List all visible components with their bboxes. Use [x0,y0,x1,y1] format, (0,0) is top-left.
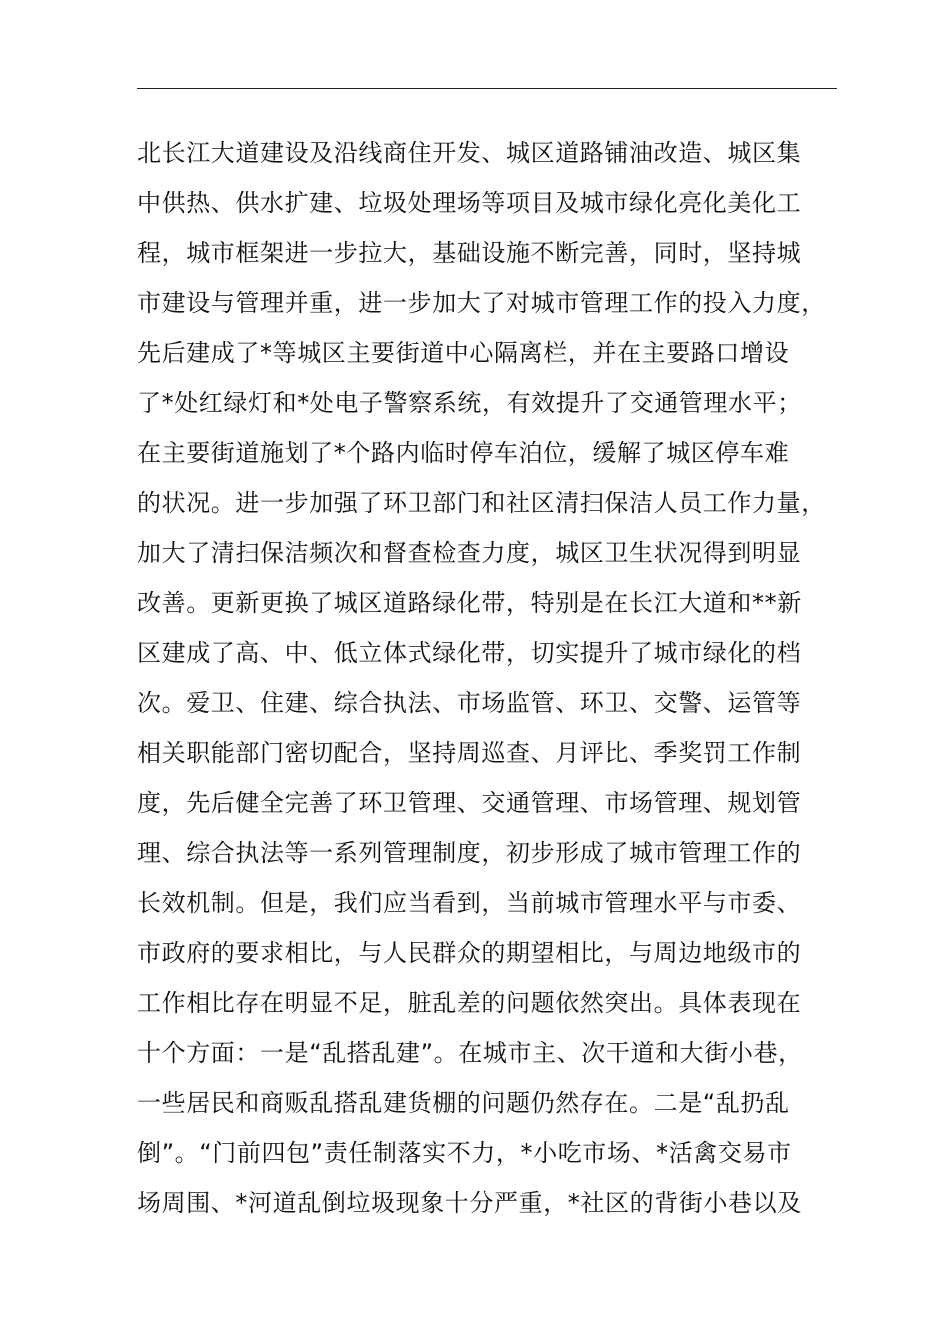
text-line: 了*处红绿灯和*处电子警察系统，有效提升了交通管理水平； [137,389,802,417]
text-line: 倒”。“门前四包”责任制落实不力，*小吃市场、*活禽交易市 [137,1139,792,1167]
text-line: 一些居民和商贩乱搭乱建货棚的问题仍然存在。二是“乱扔乱 [137,1089,790,1117]
text-line: 改善。更新更换了城区道路绿化带，特别是在长江大道和**新 [137,589,802,617]
text-line: 长效机制。但是，我们应当看到，当前城市管理水平与市委、 [137,889,802,917]
text-line: 十个方面：一是“乱搭乱建”。在城市主、次干道和大街小巷， [137,1039,803,1067]
header-rule [137,88,837,89]
text-line: 中供热、供水扩建、垃圾处理场等项目及城市绿化亮化美化工 [137,189,802,217]
text-line: 相关职能部门密切配合，坚持周巡查、月评比、季奖罚工作制 [137,739,802,767]
text-line: 区建成了高、中、低立体式绿化带，切实提升了城市绿化的档 [137,639,802,667]
text-line: 先后建成了*等城区主要街道中心隔离栏，并在主要路口增设 [137,339,790,367]
text-line: 北长江大道建设及沿线商住开发、城区道路铺油改造、城区集 [137,139,802,167]
text-line: 程，城市框架进一步拉大，基础设施不断完善，同时，坚持城 [137,239,802,267]
text-line: 在主要街道施划了*个路内临时停车泊位，缓解了城区停车难 [137,439,790,467]
text-line: 工作相比存在明显不足，脏乱差的问题依然突出。具体表现在 [137,989,802,1017]
body-text [137,128,849,1228]
text-line: 次。爱卫、住建、综合执法、市场监管、环卫、交警、运管等 [137,689,802,717]
text-line: 加大了清扫保洁频次和督查检查力度，城区卫生状况得到明显 [137,539,802,567]
text-line: 度，先后健全完善了环卫管理、交通管理、市场管理、规划管 [137,789,802,817]
text-line: 市政府的要求相比，与人民群众的期望相比，与周边地级市的 [137,939,802,967]
text-line: 市建设与管理并重，进一步加大了对城市管理工作的投入力度， [137,289,826,317]
text-line: 的状况。进一步加强了环卫部门和社区清扫保洁人员工作力量， [137,489,826,517]
text-line: 场周围、*河道乱倒垃圾现象十分严重，*社区的背街小巷以及 [137,1189,802,1217]
text-line: 理、综合执法等一系列管理制度，初步形成了城市管理工作的 [137,839,802,867]
